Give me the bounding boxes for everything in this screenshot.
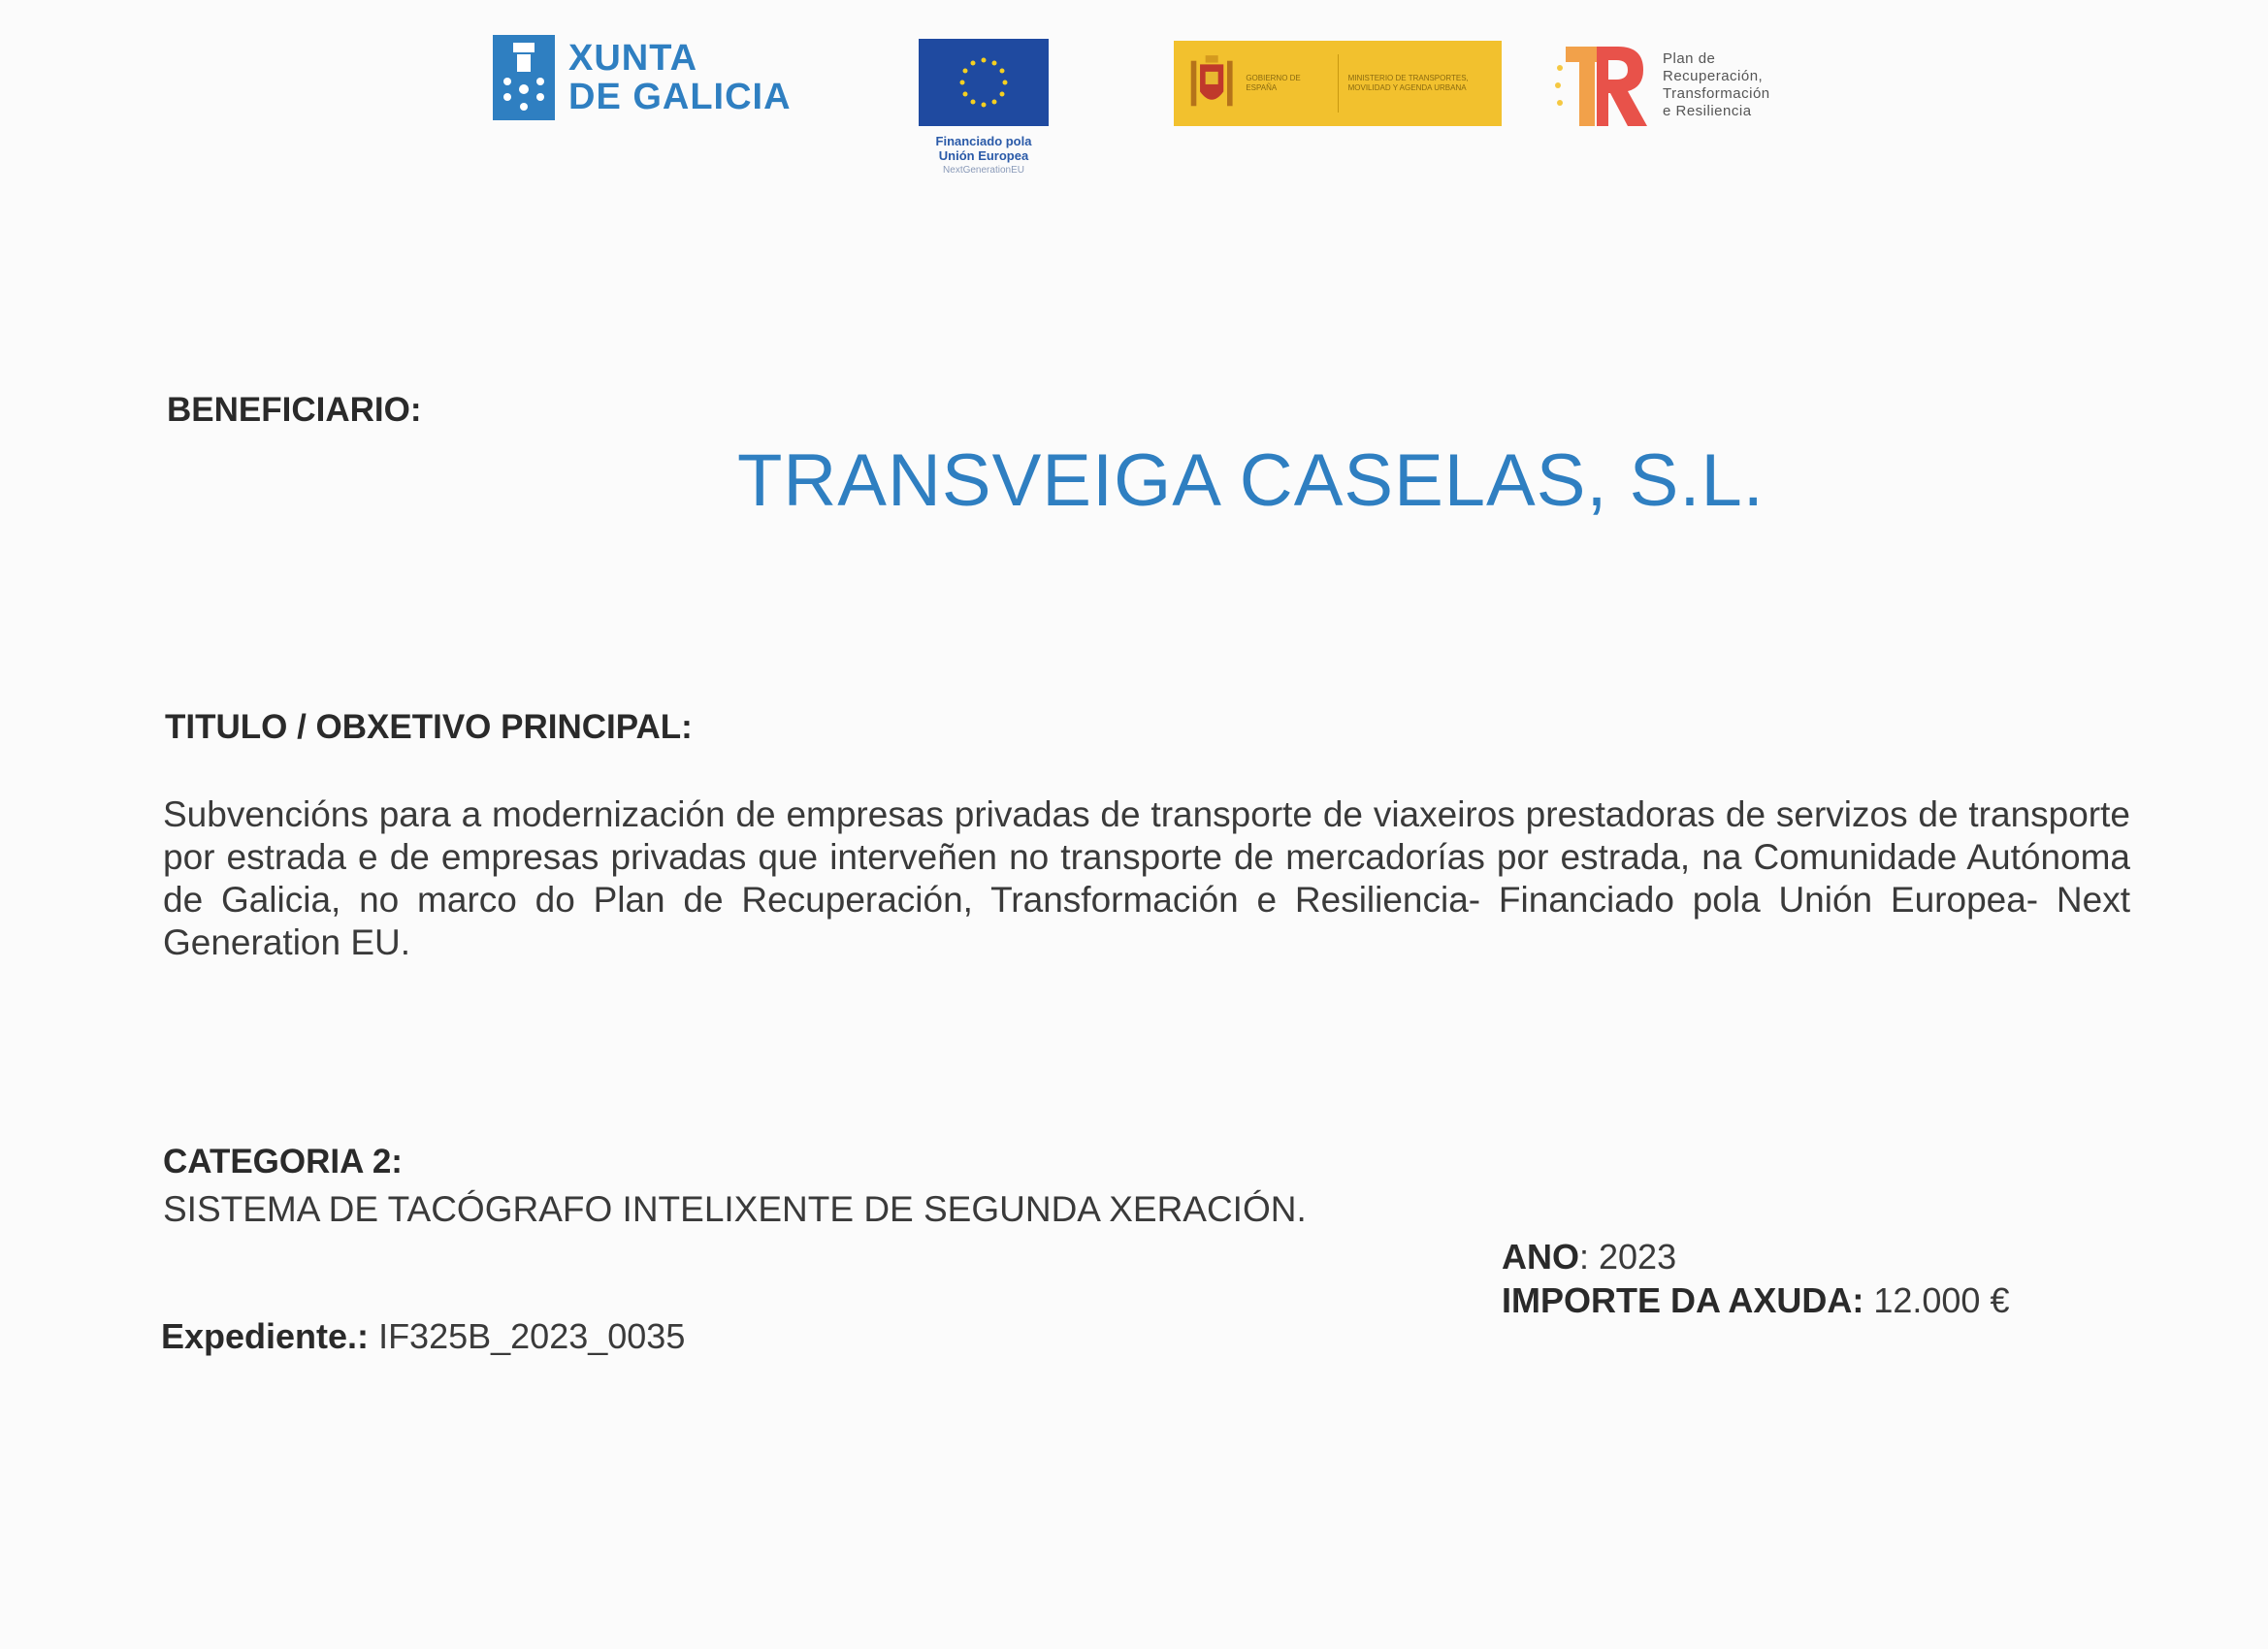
- xunta-de-galicia-logo: [493, 35, 792, 120]
- amount-row: [1502, 1280, 2009, 1321]
- year-row: [1502, 1237, 1676, 1277]
- eu-funding-logo: [919, 39, 1049, 178]
- prtr-tr-icon: [1552, 39, 1649, 132]
- xunta-line-1: XUNTA: [568, 38, 698, 79]
- prtr-line-1: Plan de: [1663, 50, 1716, 67]
- amount-label: IMPORTE DA AXUDA:: [1502, 1280, 1864, 1320]
- beneficiary-name: TRANSVEIGA CASELAS, S.L.: [737, 439, 1765, 522]
- ministerio-text: MINISTERIO DE TRANSPORTES, MOVILIDAD Y AGENDA URBANA: [1347, 74, 1469, 92]
- category-value: SISTEMA DE TACÓGRAFO INTELIXENTE DE SEGUNDA XERACIÓN.: [163, 1189, 1307, 1229]
- amount-value: 12.000 €: [1863, 1280, 2010, 1320]
- prtr-line-3: Transformación: [1663, 85, 1770, 102]
- objective-label: TITULO / OBXETIVO PRINCIPAL:: [165, 708, 693, 746]
- file-value: IF325B_2023_0035: [369, 1316, 686, 1356]
- beneficiary-label: BENEFICIARIO:: [167, 391, 422, 429]
- prtr-line-2: Recuperación,: [1663, 68, 1764, 84]
- objective-text: Subvencións para a modernización de empresas privadas de transporte de viaxeiros prestadoras de servizos de transporte por estrada e de empresas privadas que interveñen no transporte de mercadorías por estrada, na Comunidade Autónoma de Galicia, no marco do Plan de Recuperación, Transformación e Resiliencia- Financiado pola Unión Europea- Next Generation EU.: [163, 794, 2130, 962]
- category-label: CATEGORIA 2:: [163, 1143, 403, 1180]
- logo-header: [0, 0, 2268, 204]
- prtr-line-4: e Resiliencia: [1663, 103, 1752, 119]
- year-separator: :: [1579, 1237, 1590, 1277]
- eu-flag-icon: [919, 39, 1049, 126]
- xunta-line-2: DE GALICIA: [568, 77, 792, 117]
- file-label: Expediente.:: [161, 1316, 370, 1356]
- prtr-logo: [1552, 39, 1770, 132]
- file-row: [161, 1316, 685, 1357]
- spain-coat-of-arms-icon: [1187, 49, 1236, 117]
- eu-caption-1: Financiado pola: [935, 134, 1032, 148]
- year-value: 2023: [1589, 1237, 1677, 1277]
- eu-caption-3: NextGenerationEU: [943, 165, 1024, 176]
- gobierno-text: GOBIERNO DE ESPAÑA: [1246, 74, 1301, 92]
- year-label: ANO: [1502, 1237, 1579, 1277]
- gobierno-espana-logo: [1174, 41, 1502, 126]
- xunta-shield-icon: [493, 35, 555, 120]
- eu-caption-2: Unión Europea: [938, 148, 1029, 163]
